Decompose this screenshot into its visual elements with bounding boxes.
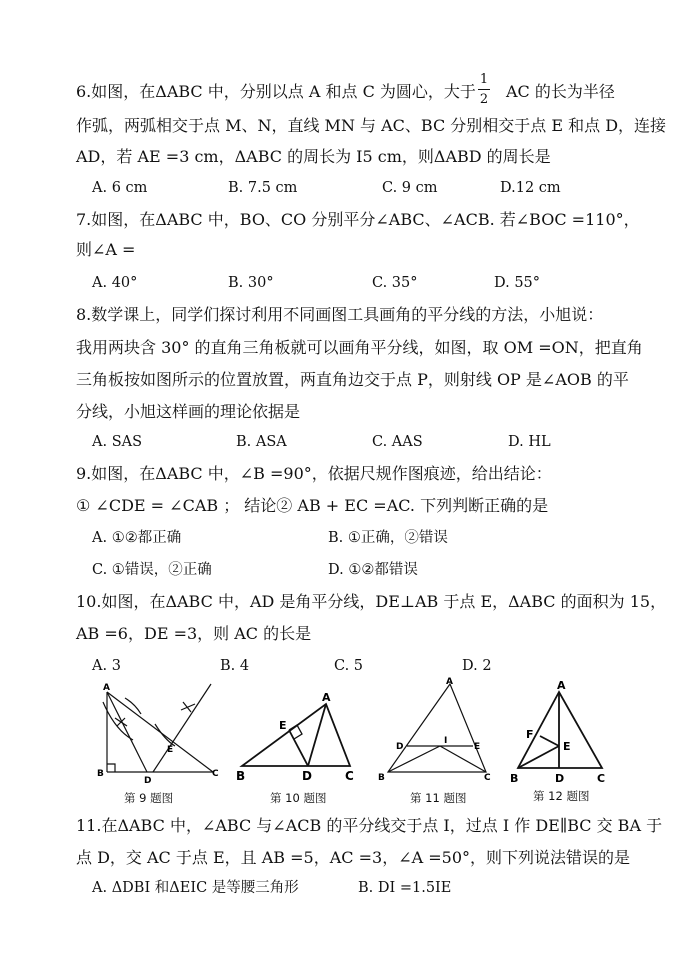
q7-line2: 则∠A = bbox=[76, 240, 136, 259]
fig10-label-c: C bbox=[345, 769, 354, 783]
fig10-label-e: E bbox=[279, 719, 287, 732]
q6-line1a: 6.如图，在ΔABC 中，分别以点 A 和点 C 为圆心，大于 bbox=[76, 82, 476, 101]
q8-option-a: A. SAS bbox=[92, 434, 143, 450]
fig9-label-e: E bbox=[167, 745, 174, 755]
q9-option-b: B. ①正确，②错误 bbox=[328, 530, 448, 546]
q11-line2: 点 D，交 AC 于点 E，且 AB =5，AC =3，∠A =50°，则下列说法错误的是 bbox=[76, 848, 631, 867]
q7-option-c: C. 35° bbox=[372, 275, 418, 291]
fig12-label-b: B bbox=[510, 772, 519, 785]
fig11-label-d: D bbox=[396, 742, 404, 752]
figure-11 bbox=[374, 674, 500, 786]
figure-9-caption: 第 9 题图 bbox=[124, 791, 174, 805]
q6-fraction-numerator: 1 bbox=[479, 72, 489, 87]
q10-line1: 10.如图，在ΔABC 中，AD 是角平分线，DE⊥AB 于点 E，ΔABC 的面积为 15， bbox=[76, 592, 667, 611]
q8-option-c: C. AAS bbox=[372, 434, 423, 450]
fig9-label-b: B bbox=[97, 769, 104, 779]
fig12-label-d: D bbox=[555, 772, 565, 785]
q10-option-c: C. 5 bbox=[334, 658, 364, 674]
q6-line2: 作弧，两弧相交于点 M、N，直线 MN 与 AC、BC 分别相交于点 E 和点 D，连接 bbox=[76, 116, 667, 135]
fig12-label-c: C bbox=[597, 772, 606, 785]
q6-line1b: AC 的长为半径 bbox=[506, 82, 615, 101]
q9-line2: ① ∠CDE = ∠CAB ； 结论② AB + EC =AC. 下列判断正确的是 bbox=[76, 496, 549, 515]
q9-option-c: C. ①错误，②正确 bbox=[92, 562, 212, 578]
q8-option-b: B. ASA bbox=[236, 434, 287, 450]
q9-line1: 9.如图，在ΔABC 中，∠B =90°，依据尺规作图痕迹，给出结论： bbox=[76, 464, 552, 483]
q6-option-d: D.12 cm bbox=[500, 180, 561, 196]
fig10-label-a: A bbox=[322, 691, 331, 704]
fig11-label-c: C bbox=[484, 773, 491, 783]
q7-option-b: B. 30° bbox=[228, 275, 274, 291]
q11-option-b: B. DI =1.5IE bbox=[358, 880, 452, 896]
figure-9 bbox=[95, 680, 225, 790]
fig12-label-f: F bbox=[526, 728, 534, 741]
fig10-label-b: B bbox=[236, 769, 246, 783]
q6-line3: AD，若 AE =3 cm，ΔABC 的周长为 I5 cm，则ΔABD 的周长是 bbox=[76, 147, 551, 166]
fig9-label-c: C bbox=[212, 769, 219, 779]
q10-option-b: B. 4 bbox=[220, 658, 250, 674]
q6-fraction-denominator: 2 bbox=[479, 92, 489, 107]
q8-line4: 分线，小旭这样画的理论依据是 bbox=[76, 402, 301, 421]
q8-line3: 三角板按如图所示的位置放置，两直角边交于点 P，则射线 OP 是∠AOB 的平 bbox=[76, 370, 629, 389]
fig9-label-d: D bbox=[144, 776, 152, 786]
fig12-label-a: A bbox=[557, 679, 566, 692]
q6-option-c: C. 9 cm bbox=[382, 180, 438, 196]
fig11-label-e: E bbox=[474, 742, 481, 752]
q8-line1: 8.数学课上，同学们探讨利用不同画图工具画角的平分线的方法，小旭说： bbox=[76, 305, 604, 324]
q9-option-d: D. ①②都错误 bbox=[328, 562, 418, 578]
q11-line1: 11.在ΔABC 中，∠ABC 与∠ACB 的平分线交于点 I，过点 I 作 DE∥BC 交 BA 于 bbox=[76, 816, 663, 835]
fig9-label-a: A bbox=[103, 683, 110, 693]
figure-12 bbox=[506, 678, 616, 786]
q6-option-b: B. 7.5 cm bbox=[228, 180, 298, 196]
q9-option-a: A. ①②都正确 bbox=[92, 530, 182, 546]
fig11-label-a: A bbox=[446, 677, 453, 687]
q7-option-d: D. 55° bbox=[494, 275, 541, 291]
fig11-label-b: B bbox=[378, 773, 385, 783]
figure-10-caption: 第 10 题图 bbox=[270, 791, 327, 805]
q11-option-a: A. ΔDBI 和ΔEIC 是等腰三角形 bbox=[92, 880, 299, 896]
fig12-label-e: E bbox=[563, 740, 571, 753]
q10-line2: AB =6，DE =3，则 AC 的长是 bbox=[76, 624, 312, 643]
figure-10 bbox=[232, 690, 362, 788]
figure-11-caption: 第 11 题图 bbox=[410, 791, 467, 805]
figure-12-caption: 第 12 题图 bbox=[533, 789, 590, 803]
q7-line1: 7.如图，在ΔABC 中，BO、CO 分别平分∠ABC、∠ACB. 若∠BOC =110°， bbox=[76, 210, 640, 229]
q10-option-a: A. 3 bbox=[92, 658, 121, 674]
q6-option-a: A. 6 cm bbox=[92, 180, 148, 196]
q10-option-d: D. 2 bbox=[462, 658, 492, 674]
q7-option-a: A. 40° bbox=[92, 275, 138, 291]
fraction-bar bbox=[478, 89, 490, 90]
fig10-label-d: D bbox=[302, 769, 312, 783]
q8-option-d: D. HL bbox=[508, 434, 551, 450]
fig11-label-i: I bbox=[444, 736, 448, 746]
q8-line2: 我用两块含 30° 的直角三角板就可以画角平分线，如图，取 OM =ON，把直角 bbox=[76, 338, 643, 357]
